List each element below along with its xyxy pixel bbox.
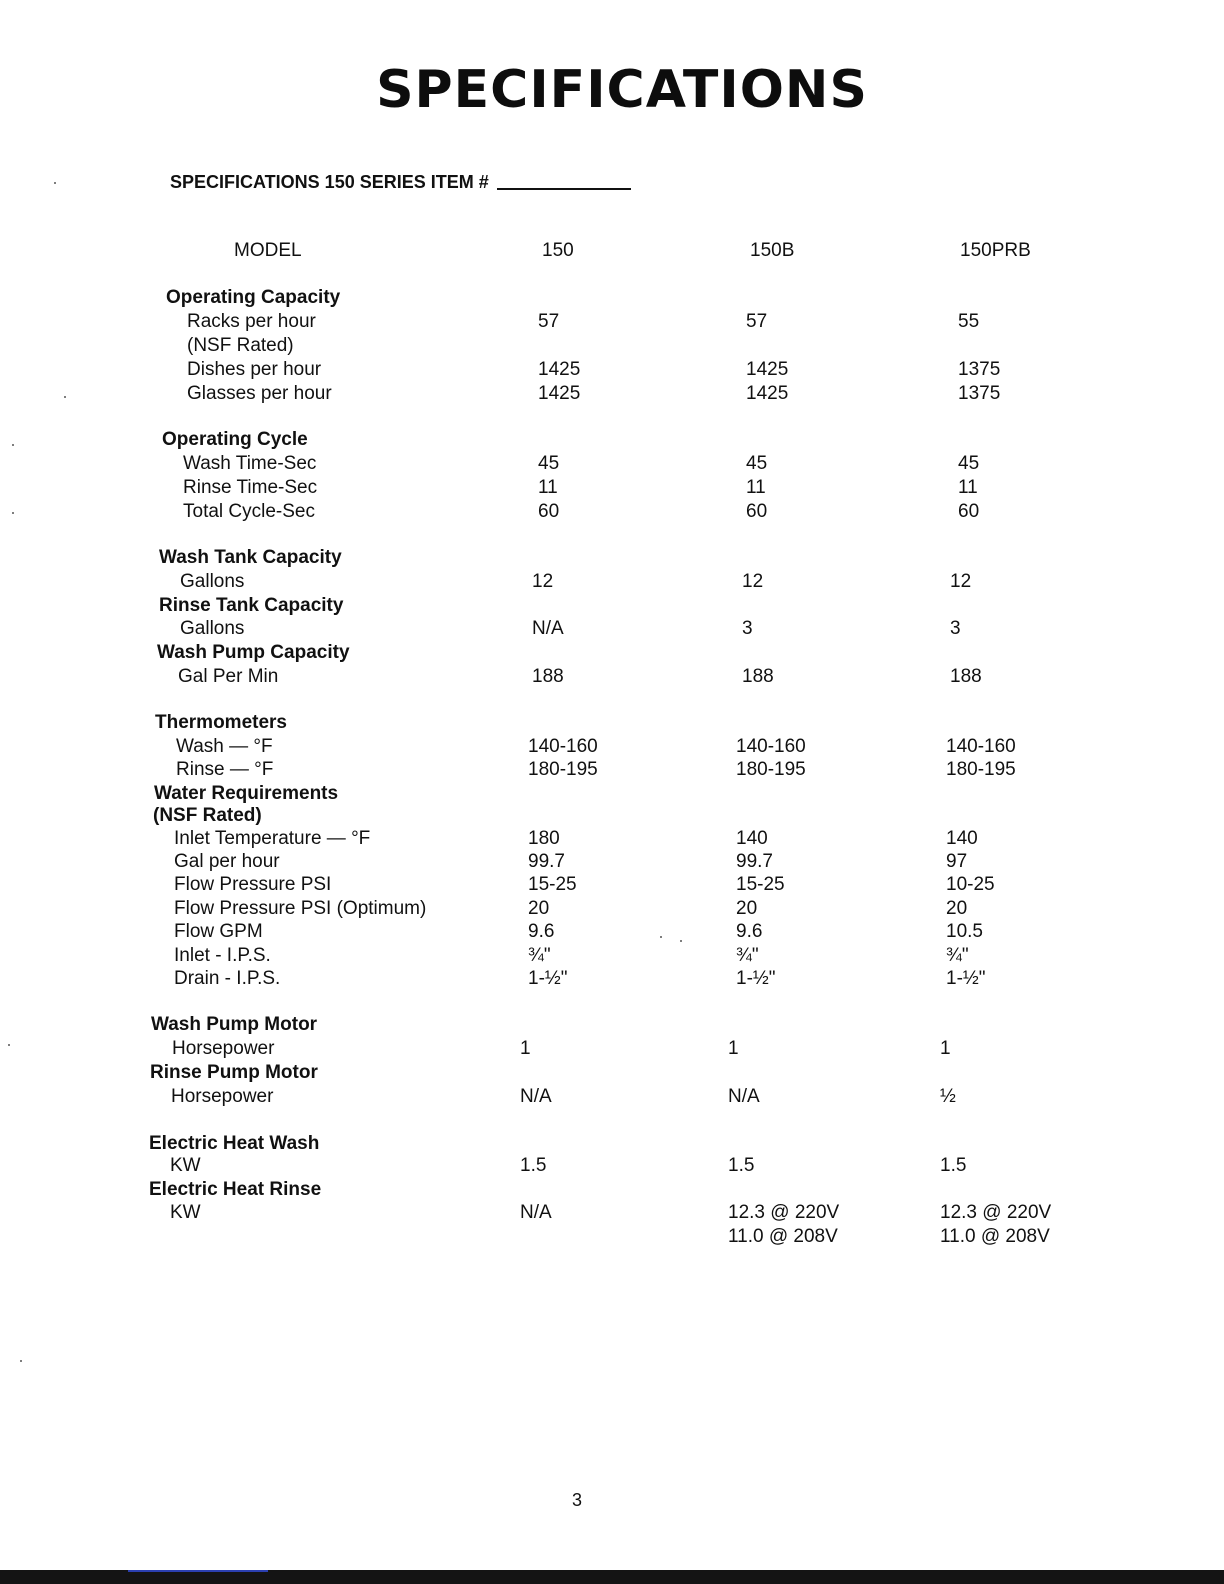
spec-row-label: Glasses per hour [187,383,332,404]
spec-row-label: Wash Time-Sec [183,453,317,474]
spec-value-150prb: 60 [958,501,980,522]
model-150: 150 [542,240,574,261]
spec-row [0,1225,1224,1249]
spec-value-150: 1425 [538,359,581,380]
spec-value-150: 45 [538,453,560,474]
spec-row [0,1037,1224,1061]
spec-value-150prb: 12.3 @ 220V [940,1202,1052,1223]
spec-value-150prb: 140-160 [946,736,1016,757]
spec-row [0,665,1224,689]
spec-value-150b: 1425 [746,359,789,380]
spec-value-150prb: ¾" [946,945,969,966]
spec-value-150b: 188 [742,666,774,687]
scan-speck [12,444,14,446]
spec-row-label: Horsepower [171,1086,274,1107]
spec-row [0,1061,1224,1085]
spec-value-150: N/A [532,618,564,639]
spec-row [0,310,1224,334]
spec-row-label: Horsepower [172,1038,275,1059]
spec-row-label: Gal per hour [174,851,280,872]
spec-row-label: Racks per hour [187,311,316,332]
spec-value-150prb: 10.5 [946,921,983,942]
spec-row [0,873,1224,897]
spec-row-label: Inlet Temperature — °F [174,828,371,849]
model-header-row [0,239,1224,263]
spec-row [0,804,1224,828]
spec-value-150b: 9.6 [736,921,763,942]
spec-row [0,711,1224,735]
model-150b: 150B [750,240,795,261]
spec-value-150prb: 140 [946,828,978,849]
spec-row-label: Gallons [180,618,245,639]
spec-value-150prb: ½ [940,1086,956,1107]
spec-value-150prb: 1375 [958,383,1001,404]
spec-value-150: 12 [532,571,554,592]
spec-value-150: 1.5 [520,1155,547,1176]
spec-value-150b: 3 [742,618,753,639]
spec-row-label: (NSF Rated) [187,335,294,356]
scan-speck [8,1044,10,1046]
spec-row [0,827,1224,851]
spec-row [0,546,1224,570]
spec-row [0,428,1224,452]
spec-section-heading: (NSF Rated) [153,805,262,826]
spec-value-150prb: 1375 [958,359,1001,380]
item-number-blank [497,174,631,190]
spec-value-150: 1 [520,1038,531,1059]
spec-value-150b: 45 [746,453,768,474]
spec-row [0,944,1224,968]
spec-value-150b: 12.3 @ 220V [728,1202,840,1223]
spec-row-label: Rinse — °F [176,759,274,780]
spec-row [0,1154,1224,1178]
spec-value-150prb: 12 [950,571,972,592]
spec-value-150: 20 [528,898,550,919]
spec-value-150: 140-160 [528,736,598,757]
spec-section-heading: Rinse Pump Motor [150,1062,318,1083]
spec-value-150: 180 [528,828,560,849]
spec-row [0,1178,1224,1202]
spec-value-150prb: 1-½" [946,968,986,989]
spec-value-150b: 60 [746,501,768,522]
spec-row [0,382,1224,406]
scan-speck [64,396,66,398]
spec-value-150: ¾" [528,945,551,966]
spec-value-150b: 1 [728,1038,739,1059]
scan-speck [20,1360,22,1362]
spec-row [0,570,1224,594]
model-150prb: 150PRB [960,240,1031,261]
spec-section-heading: Rinse Tank Capacity [159,595,344,616]
spec-value-150b: 12 [742,571,764,592]
spec-row-label: Flow Pressure PSI [174,874,332,895]
page-number: 3 [571,1490,582,1510]
spec-row [0,782,1224,806]
spec-section-heading: Operating Capacity [166,287,341,308]
spec-value-150prb: 1 [940,1038,951,1059]
spec-value-150prb: 3 [950,618,961,639]
spec-row-label: Total Cycle-Sec [183,501,315,522]
spec-row [0,1013,1224,1037]
spec-row [0,452,1224,476]
spec-row [0,897,1224,921]
spec-row [0,1085,1224,1109]
spec-row [0,334,1224,358]
spec-row [0,735,1224,759]
spec-section-heading: Thermometers [155,712,287,733]
spec-value-150b: N/A [728,1086,760,1107]
spec-value-150b: 11.0 @ 208V [728,1226,838,1247]
model-label: MODEL [234,240,302,261]
spec-value-150prb: 188 [950,666,982,687]
spec-value-150prb: 20 [946,898,968,919]
spec-value-150: N/A [520,1086,552,1107]
scan-bottom-accent [128,1570,268,1572]
spec-row-label: Flow GPM [174,921,263,942]
spec-value-150prb: 55 [958,311,980,332]
spec-value-150b: 57 [746,311,768,332]
spec-row [0,967,1224,991]
spec-row [0,286,1224,310]
spec-value-150prb: 45 [958,453,980,474]
scan-speck [54,182,56,184]
spec-row [0,1132,1224,1156]
spec-row [0,1201,1224,1225]
spec-value-150prb: 10-25 [946,874,995,895]
spec-value-150b: 15-25 [736,874,785,895]
spec-row-label: Flow Pressure PSI (Optimum) [174,898,427,919]
spec-row-label: KW [170,1155,201,1176]
spec-section-heading: Operating Cycle [162,429,308,450]
spec-value-150: 180-195 [528,759,598,780]
spec-value-150: 1425 [538,383,581,404]
spec-value-150b: ¾" [736,945,759,966]
spec-section-heading: Wash Tank Capacity [159,547,342,568]
spec-row [0,358,1224,382]
spec-value-150: 15-25 [528,874,577,895]
spec-value-150b: 1425 [746,383,789,404]
spec-value-150b: 180-195 [736,759,806,780]
spec-row-label: Inlet - I.P.S. [174,945,271,966]
spec-value-150b: 11 [746,477,766,498]
scan-bottom-border [0,1570,1224,1584]
scan-speck [12,512,14,514]
spec-value-150b: 140-160 [736,736,806,757]
spec-value-150b: 1-½" [736,968,776,989]
spec-row [0,641,1224,665]
page-title: SPECIFICATIONS [376,60,868,120]
spec-section-heading: Wash Pump Motor [151,1014,318,1035]
spec-section-heading: Wash Pump Capacity [157,642,350,663]
spec-row [0,476,1224,500]
spec-row-label: KW [170,1202,201,1223]
spec-value-150b: 99.7 [736,851,773,872]
spec-value-150prb: 97 [946,851,968,872]
spec-section-heading: Electric Heat Rinse [149,1179,322,1200]
spec-value-150b: 140 [736,828,768,849]
spec-row-label: Wash — °F [176,736,273,757]
scan-speck [660,936,662,938]
spec-value-150: 60 [538,501,560,522]
spec-value-150b: 1.5 [728,1155,755,1176]
item-number-line [170,172,631,193]
scan-speck [680,940,682,942]
spec-row [0,758,1224,782]
spec-value-150prb: 11 [958,477,978,498]
spec-row-label: Gallons [180,571,245,592]
spec-value-150: 99.7 [528,851,565,872]
spec-value-150: 188 [532,666,564,687]
spec-row [0,617,1224,641]
spec-value-150: 11 [538,477,558,498]
spec-section-heading: Electric Heat Wash [149,1133,320,1154]
spec-row [0,920,1224,944]
item-number-label: SPECIFICATIONS 150 SERIES ITEM # [170,172,489,192]
spec-row-label: Dishes per hour [187,359,322,380]
spec-value-150: 57 [538,311,560,332]
spec-value-150prb: 180-195 [946,759,1016,780]
spec-value-150: 1-½" [528,968,568,989]
spec-row [0,850,1224,874]
spec-row-label: Rinse Time-Sec [183,477,318,498]
spec-row [0,500,1224,524]
spec-value-150: N/A [520,1202,552,1223]
spec-section-heading: Water Requirements [154,783,339,804]
spec-value-150prb: 1.5 [940,1155,967,1176]
spec-value-150b: 20 [736,898,758,919]
spec-value-150prb: 11.0 @ 208V [940,1226,1050,1247]
spec-row-label: Gal Per Min [178,666,279,687]
spec-row [0,594,1224,618]
spec-value-150: 9.6 [528,921,555,942]
spec-row-label: Drain - I.P.S. [174,968,281,989]
